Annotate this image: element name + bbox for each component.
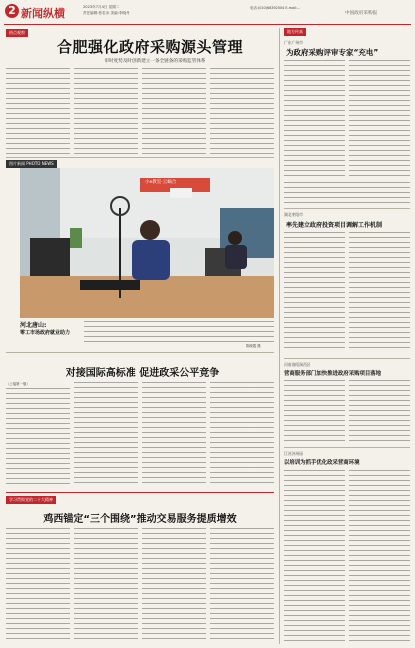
section-title: 新闻纵横 bbox=[21, 7, 65, 20]
article1-title: 为政府采购评审专家“充电” bbox=[286, 48, 379, 57]
photo-caption-text bbox=[84, 321, 274, 343]
article4-col2 bbox=[349, 470, 410, 644]
page-code: 电话:(010)68392004 E-mail:... bbox=[250, 6, 301, 10]
section-logo-icon bbox=[5, 4, 19, 18]
bottom-headline: 鸡西锚定“三个围绕”推动交易服务提质增效 bbox=[43, 514, 237, 525]
bottom-col3 bbox=[142, 528, 206, 642]
bottom-col1 bbox=[6, 528, 70, 642]
article2-tag: 湖北枣阳市 bbox=[284, 212, 303, 217]
news-photo bbox=[20, 168, 274, 318]
masthead bbox=[0, 0, 415, 24]
left-article-col2 bbox=[74, 68, 138, 154]
article1-col2b bbox=[284, 182, 410, 204]
study-tag: 学习贯彻党的二十大精神 bbox=[6, 496, 56, 504]
article3-col1 bbox=[284, 380, 345, 442]
right-divider-1 bbox=[284, 208, 410, 209]
mid-col4 bbox=[210, 382, 274, 486]
bottom-col4 bbox=[210, 528, 274, 642]
bottom-col2 bbox=[74, 528, 138, 642]
left-article-col3 bbox=[142, 68, 206, 154]
main-headline: 合肥强化政府采购源头管理 bbox=[56, 38, 243, 56]
photo-caption-sub: 零工市场政府就业助力 bbox=[20, 330, 71, 336]
article3-title: 营商服务部门加快推进政府采购项目落地 bbox=[284, 371, 382, 377]
right-divider-2 bbox=[284, 358, 410, 359]
article4-tag: 江苏苏州园 bbox=[284, 451, 303, 456]
photo-sign-text: 小e教室·云蜗合 bbox=[145, 180, 177, 185]
hot-observe-tag: 热点观察 bbox=[6, 29, 28, 37]
right-divider-3 bbox=[284, 447, 410, 448]
mid-col1 bbox=[6, 388, 70, 486]
article3-col2 bbox=[349, 380, 410, 442]
article1-tag: 广东广州市 bbox=[284, 40, 303, 45]
article2-title: 率先建立政府投资项目调解工作机制 bbox=[286, 222, 383, 229]
photo-illustration bbox=[20, 168, 274, 318]
article3-tag: 河南洛阳涧西区 bbox=[284, 362, 311, 367]
article1-col1 bbox=[284, 60, 345, 180]
photo-caption-title: 河北唐山: bbox=[20, 322, 47, 329]
mid-col3 bbox=[142, 382, 206, 486]
date-line: 2023年7月4日 星期二 bbox=[83, 5, 120, 9]
article4-title: 以培训为抓手优化政采营商环境 bbox=[284, 460, 360, 466]
masthead-rule bbox=[4, 24, 411, 25]
local-news-tag: 地方传真 bbox=[284, 28, 306, 36]
article2-col1 bbox=[284, 232, 345, 352]
photo-divider bbox=[6, 157, 274, 158]
mid-lead: （上接第一版） bbox=[6, 382, 30, 386]
brand-name: 中国政府采购报 bbox=[345, 11, 378, 16]
photo-news-tag: 图片新闻 PHOTO NEWS bbox=[6, 160, 57, 168]
left-article-col1 bbox=[6, 68, 70, 154]
photo-caption-box bbox=[20, 318, 80, 348]
main-subtitle: 审时度势及时创新建立一条全链条的采购监管体系 bbox=[104, 59, 206, 64]
mid-divider bbox=[6, 352, 274, 353]
logo-number: 2 bbox=[8, 4, 16, 17]
photo-byline: 陈晓霞 摄 bbox=[246, 344, 261, 348]
article2-col2 bbox=[349, 232, 410, 352]
left-article-col4 bbox=[210, 68, 274, 154]
column-divider bbox=[279, 28, 280, 644]
article4-col1 bbox=[284, 470, 345, 644]
article1-col2 bbox=[349, 60, 410, 180]
mid-col2 bbox=[74, 382, 138, 486]
bottom-section-rule bbox=[6, 492, 274, 493]
editor-line: 责任编辑:张若冰 美编:李晓丹 bbox=[83, 11, 130, 15]
mid-headline: 对接国际高标准 促进政采公平竞争 bbox=[65, 368, 220, 379]
